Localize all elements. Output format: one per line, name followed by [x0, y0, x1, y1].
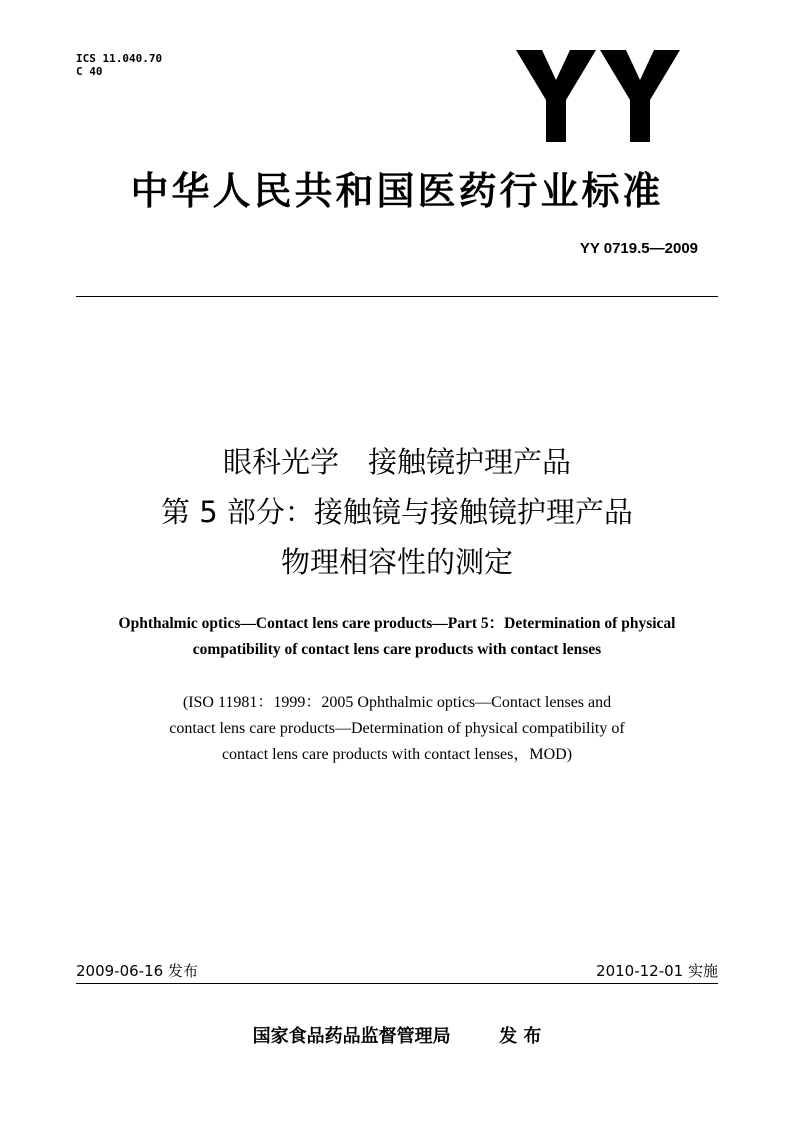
yy-logo [516, 50, 680, 142]
title-en-line2: compatibility of contact lens care products with contact lenses [192, 641, 602, 658]
bottom-divider [76, 983, 718, 984]
iso-reference-line2: contact lens care products—Determination of physical compatibility of [169, 720, 625, 737]
title-cn-line2: 第 5 部分：接触镜与接触镜护理产品 [161, 495, 633, 529]
top-divider [76, 296, 718, 297]
classification-codes [76, 52, 162, 78]
title-cn-line1: 眼科光学 接触镜护理产品 [222, 445, 571, 479]
ccs-code: C 40 [76, 65, 103, 78]
issue-date: 2009-06-16 发布 [76, 962, 198, 980]
issuer-line [0, 1022, 794, 1048]
title-en-line1: Ophthalmic optics—Contact lens care products—Part 5：Determination of physical [118, 615, 676, 632]
issuer-name: 国家食品药品监督管理局 [252, 1026, 451, 1047]
iso-reference-line3: contact lens care products with contact lenses，MOD) [221, 746, 573, 763]
standard-category-title: 中华人民共和国医药行业标准 [130, 169, 664, 213]
implementation-date: 2010-12-01 实施 [596, 962, 718, 980]
issuer-action: 发 布 [499, 1026, 542, 1047]
title-cn-line3: 物理相容性的测定 [280, 545, 513, 579]
ics-code: ICS 11.040.70 [76, 52, 163, 65]
iso-reference-line1: (ISO 11981：1999：2005 Ophthalmic optics—Contact lenses and [182, 694, 612, 711]
standard-number: YY 0719.5—2009 [579, 240, 698, 257]
